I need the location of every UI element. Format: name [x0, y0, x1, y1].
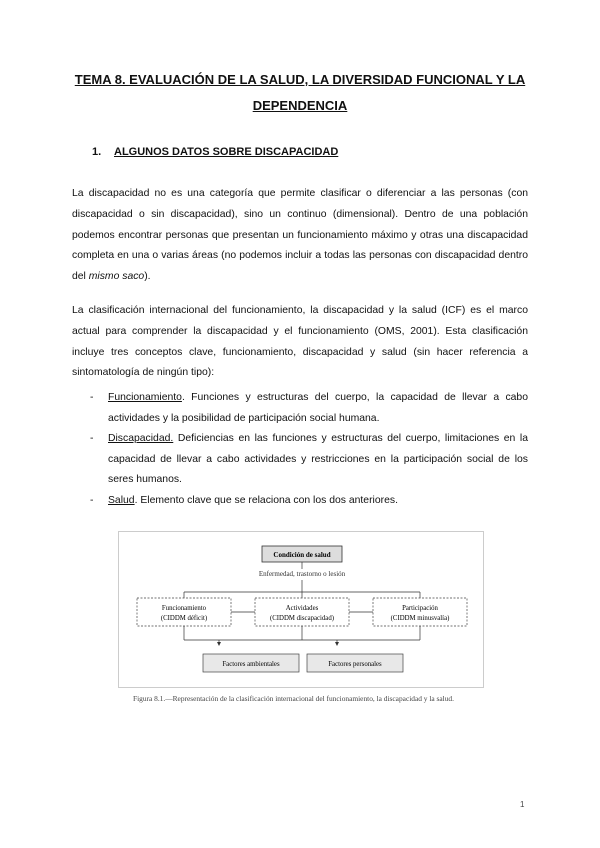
paragraph-1-italic: mismo saco — [88, 271, 145, 283]
list-text: . Funciones y estructuras del cuerpo, la capacidad de llevar a cabo actividades y la posibilidad de participación social humana. — [108, 392, 528, 424]
list-text: Deficiencias en las funciones y estructuras del cuerpo, limitaciones en la capacidad de llevar a cabo actividades y restricciones en la participación social de los seres humanos. — [108, 433, 528, 486]
condition-sub: Enfermedad, trastorno o lesión — [258, 570, 346, 578]
personal-factors-label: Factores personales — [328, 661, 382, 668]
section-label: ALGUNOS DATOS SOBRE DISCAPACIDAD — [114, 146, 339, 158]
figure-caption: Figura 8.1.—Representación de la clasificación internacional del funcionamiento, la discapacidad y la salud. — [133, 694, 454, 703]
list-item — [72, 491, 528, 512]
concept-list — [72, 388, 528, 512]
icf-diagram — [118, 531, 484, 688]
participation-sub: (CIDDM minusvalía) — [390, 615, 450, 622]
document-title-line-1: TEMA 8. EVALUACIÓN DE LA SALUD, LA DIVERSIDAD FUNCIONAL Y LA — [74, 72, 526, 87]
list-term: Salud — [108, 494, 135, 506]
functioning-sub: (CIDDM déficit) — [160, 615, 208, 622]
activities-label: Actividades — [285, 605, 319, 612]
list-item — [72, 388, 528, 429]
list-dash: - — [90, 494, 94, 506]
functioning-label: Funcionamiento — [161, 605, 207, 612]
participation-label: Participación — [402, 605, 438, 612]
paragraph-1-end: ). — [144, 271, 151, 283]
list-term: Discapacidad. — [108, 433, 174, 445]
paragraph-2: La clasificación internacional del funcionamiento, la discapacidad y la salud (ICF) es el marco actual para comprender la discapacidad y el funcionamiento (OMS, 2001). Esta clasificación incluye tres conceptos clave, funcionamiento, discapacidad y salud (sin hacer referencia a sintomatología de ningún tipo): — [72, 305, 528, 379]
section-number: 1. — [92, 146, 102, 158]
environmental-factors-label: Factores ambientales — [222, 661, 280, 668]
list-dash: - — [90, 392, 94, 403]
paragraph-1-text: La discapacidad no es una categoría que permite clasificar o diferenciar a las personas (con discapacidad o sin discapacidad), sino un continuo (dimensional). Dentro de una población podemos encontrar personas que presentan un funcionamiento máximo y otras una discapacidad completa en una o varias áreas (no podemos incluir a todas las personas con discapacidad dentro del — [72, 188, 528, 283]
condition-label: Condición de salud — [273, 551, 331, 559]
page-number: 1 — [520, 800, 525, 809]
icf-diagram-svg — [119, 532, 483, 687]
document-title-line-2: DEPENDENCIA — [252, 98, 348, 113]
list-item — [72, 429, 528, 491]
section-heading — [92, 146, 338, 158]
list-term: Funcionamiento — [108, 392, 182, 403]
list-text: . Elemento clave que se relaciona con los dos anteriores. — [134, 494, 398, 506]
list-dash: - — [90, 433, 94, 445]
paragraph-1 — [72, 184, 528, 288]
activities-sub: (CIDDM discapacidad) — [270, 615, 334, 622]
